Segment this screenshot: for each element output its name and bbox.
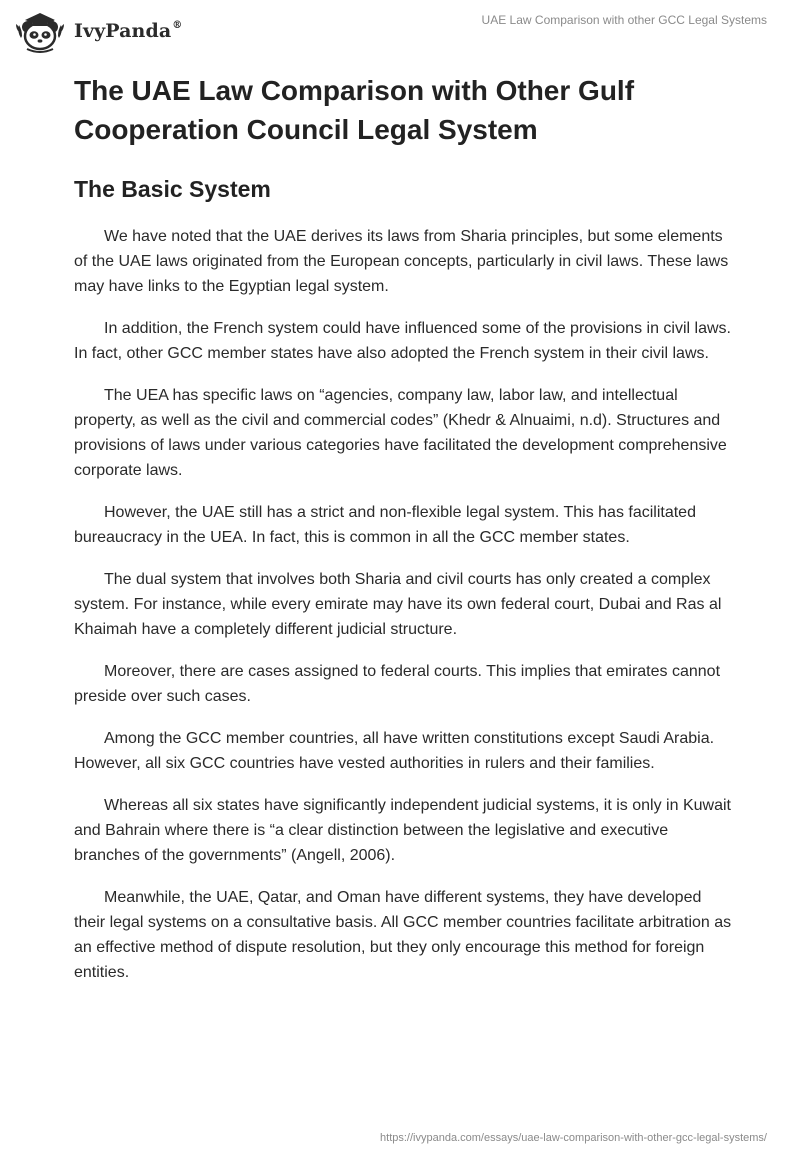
paragraph: Whereas all six states have significantly independent judicial systems, it is only in Kuwait and Bahrain where there is “a clear distinction between the legislative and executive branches of the governments” (Angell, 2006). xyxy=(74,797,731,864)
section-heading: The Basic System xyxy=(74,176,271,202)
paragraph: In addition, the French system could have influenced some of the provisions in civil laws. In fact, other GCC member states have also adopted the French system in their civil laws. xyxy=(74,320,731,362)
source-url-link[interactable]: https://ivypanda.com/essays/uae-law-comparison-with-other-gcc-legal-systems/ xyxy=(380,1132,767,1144)
paragraph: The UEA has specific laws on “agencies, company law, labor law, and intellectual property, as well as the civil and commercial codes” (Khedr & Alnuaimi, n.d). Structures and provisions of laws under various categories have facilitated the development comprehensive corporate laws. xyxy=(74,387,727,479)
panda-graduate-icon xyxy=(15,8,65,54)
page-header xyxy=(0,0,800,62)
page-title: The UAE Law Comparison with Other Gulf Cooperation Council Legal System xyxy=(74,75,635,145)
document-header-title: UAE Law Comparison with other GCC Legal Systems xyxy=(481,13,767,27)
paragraph: Moreover, there are cases assigned to federal courts. This implies that emirates cannot preside over such cases. xyxy=(74,663,721,705)
brand-name: IvyPanda® xyxy=(74,20,183,42)
paragraph: However, the UAE still has a strict and non-flexible legal system. This has facilitated bureaucracy in the UEA. In fact, this is common in all the GCC member states. xyxy=(74,504,696,546)
paragraph: Meanwhile, the UAE, Qatar, and Oman have different systems, they have developed their legal systems on a consultative basis. All GCC member countries facilitate arbitration as an effective method of dispute resolution, but they only encourage this method for foreign entities. xyxy=(74,889,732,981)
paragraph: The dual system that involves both Sharia and civil courts has only created a complex system. For instance, while every emirate may have its own federal court, Dubai and Ras al Khaimah have a completely different judicial structure. xyxy=(74,571,722,638)
paragraph: Among the GCC member countries, all have written constitutions except Saudi Arabia. However, all six GCC countries have vested authorities in rulers and their families. xyxy=(74,730,715,772)
brand-logo[interactable] xyxy=(15,8,182,54)
paragraph: We have noted that the UAE derives its laws from Sharia principles, but some elements of the UAE laws originated from the European concepts, particularly in civil laws. These laws may have links to the Egyptian legal system. xyxy=(74,228,729,295)
registered-mark: ® xyxy=(172,20,183,31)
article-body xyxy=(74,224,734,1002)
